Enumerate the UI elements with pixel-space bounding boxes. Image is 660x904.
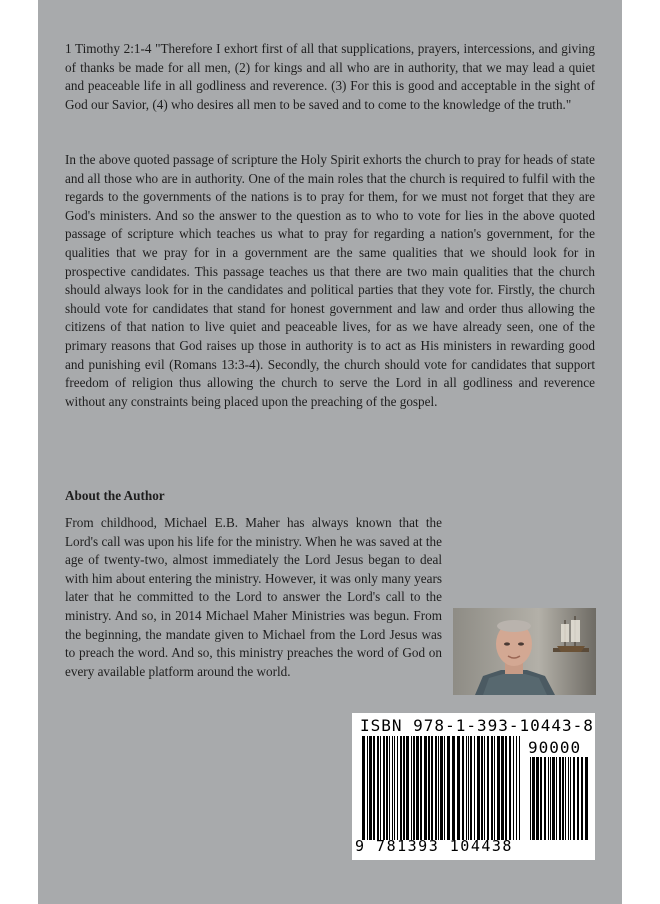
- barcode-bar: [369, 736, 372, 840]
- barcode-bar: [577, 757, 579, 840]
- back-cover: [38, 0, 622, 904]
- barcode-bar: [440, 736, 443, 840]
- ean-barcode-bars: [362, 736, 522, 840]
- barcode-bar: [568, 757, 569, 840]
- barcode-bar: [513, 736, 514, 840]
- barcode-bar: [497, 736, 500, 840]
- barcode-bar: [470, 736, 472, 840]
- barcode-bar: [474, 736, 475, 840]
- barcode-bar: [411, 736, 412, 840]
- barcode-bar: [509, 736, 511, 840]
- barcode-bar: [373, 736, 375, 840]
- barcode-bar: [389, 736, 390, 840]
- barcode-bar: [532, 757, 535, 840]
- barcode-bar: [491, 736, 493, 840]
- barcode-bar: [536, 757, 539, 840]
- barcode-bar: [452, 736, 455, 840]
- barcode-bar: [394, 736, 395, 840]
- barcode-bar: [392, 736, 393, 840]
- barcode-bar: [444, 736, 445, 840]
- barcode-bar: [581, 757, 583, 840]
- barcode-bar: [477, 736, 480, 840]
- about-author-text: From childhood, Michael E.B. Maher has always known that the Lord's call was upon his life for the ministry. When he was saved at the age of twenty-two, almost immediately the Lord Jesus began to deal with him about entering the ministry. However, it was only many years later that he committed to the Lord to answer the Lord's call to the ministry. And so, in 2014 Michael Maher Ministries was begun. From the beginning, the mandate given to Michael from the Lord Jesus was to preach the word. And so, this ministry preaches the word of God on every available platform around the world.: [65, 515, 442, 679]
- barcode-bar: [585, 757, 588, 840]
- barcode-bar: [552, 757, 555, 840]
- barcode-bar: [428, 736, 430, 840]
- isbn-number: ISBN 978-1-393-10443-8: [360, 716, 594, 735]
- barcode-bar: [413, 736, 415, 840]
- barcode-bar: [403, 736, 405, 840]
- barcode-bar: [487, 736, 489, 840]
- barcode-bar: [481, 736, 483, 840]
- barcode-bar: [420, 736, 422, 840]
- barcode-bar: [380, 736, 381, 840]
- barcode-bar: [457, 736, 460, 840]
- barcode-bar: [447, 736, 450, 840]
- barcode-bar: [544, 757, 546, 840]
- barcode-bar: [416, 736, 419, 840]
- barcode-bar: [573, 757, 575, 840]
- barcode-bar: [565, 757, 566, 840]
- barcode-bar: [559, 757, 561, 840]
- barcode-bar: [466, 736, 467, 840]
- barcode-bar: [550, 757, 551, 840]
- barcode-bar: [462, 736, 464, 840]
- barcode-bar: [516, 736, 517, 840]
- barcode-bar: [540, 757, 542, 840]
- barcode-bar: [386, 736, 388, 840]
- about-author-heading: About the Author: [65, 488, 165, 503]
- barcode-bar: [397, 736, 398, 840]
- barcode-bar: [431, 736, 433, 840]
- price-barcode-bars: [530, 757, 588, 840]
- barcode-bar: [435, 736, 437, 840]
- barcode-bar: [484, 736, 485, 840]
- barcode-bar: [383, 736, 385, 840]
- barcode-bar: [530, 757, 531, 840]
- barcode-bar: [424, 736, 427, 840]
- scripture-passage: 1 Timothy 2:1-4 "Therefore I exhort first of all that supplications, prayers, intercessions, and giving of thanks be made for all men, (2) for kings and all who are in authority, that we may lead a quiet and peaceable life in all godliness and reverence. (3) For this is good and acceptable in the sight of God our Savior, (4) who desires all men to be saved and to come to the knowledge of the truth.": [65, 41, 595, 112]
- barcode-bar: [367, 736, 368, 840]
- barcode-bar: [562, 757, 564, 840]
- barcode-bar: [570, 757, 571, 840]
- price-code: 90000: [528, 738, 582, 757]
- commentary-paragraph: In the above quoted passage of scripture the Holy Spirit exhorts the church to pray for heads of state and all those who are in authority. One of the main roles that the church is required to fulfil with the regards to the governments of the nations is to pray for them, for we must not forget that they are God's ministers. And so the answer to the question as to who to vote for lies in the above quoted passage of scripture which teaches us what to pray for regarding a nation's government, for the qualities that we pray for in a government are the same qualities that we should look for in prospective candidates. This passage teaches us that there are two main qualities that the church should always look for in the candidates and political parties that they vote for. Firstly, the church should vote for candidates that stand for honest government and law and order thus allowing the citizens of that nation to live quiet and peaceable lives, for as we have already seen, one of the primary reasons that God raises up those in authority is to act as His ministers in rewarding good and punishing evil (Romans 13:3-4). Secondly, the church should vote for candidates that support freedom of religion thus allowing the church to serve the Lord in all godliness and reverence without any constraints being placed upon the preaching of the gospel.: [65, 152, 595, 409]
- barcode-bar: [468, 736, 469, 840]
- ean-digits: 9 781393 104438: [355, 837, 513, 855]
- barcode-bar: [519, 736, 520, 840]
- author-photo: [453, 608, 596, 695]
- barcode-bar: [362, 736, 365, 840]
- barcode-bar: [400, 736, 402, 840]
- barcode-bar: [406, 736, 409, 840]
- barcode-bar: [438, 736, 439, 840]
- barcode-bar: [377, 736, 379, 840]
- barcode-bar: [548, 757, 549, 840]
- isbn-barcode: [352, 713, 595, 860]
- barcode-bar: [556, 757, 557, 840]
- barcode-bar: [505, 736, 507, 840]
- barcode-bar: [494, 736, 495, 840]
- barcode-bar: [501, 736, 504, 840]
